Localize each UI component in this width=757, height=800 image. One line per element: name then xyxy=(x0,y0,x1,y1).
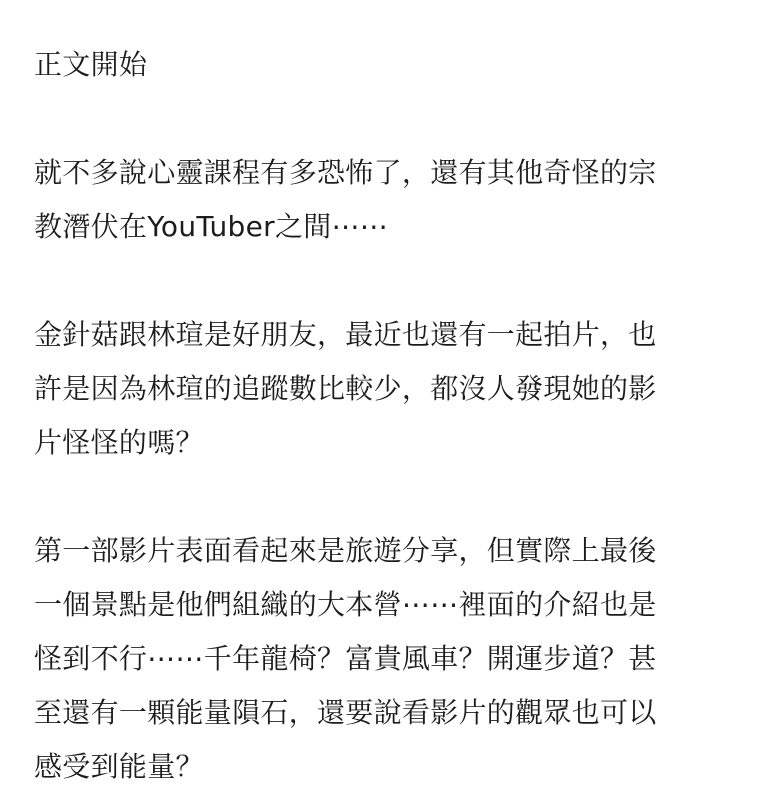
paragraph-line: 第一部影片表面看起來是旅遊分享，但實際上最後 xyxy=(34,534,657,567)
paragraph-line: 片怪怪的嗎？ xyxy=(34,426,204,459)
paragraph-1 xyxy=(34,146,734,254)
paragraph-line: 教潛伏在YouTuber之間⋯⋯ xyxy=(34,210,389,243)
paragraph-line: 怪到不行⋯⋯千年龍椅？富貴風車？開運步道？甚 xyxy=(34,642,657,675)
paragraph-2 xyxy=(34,308,734,470)
paragraph-spacer xyxy=(34,92,734,146)
paragraph-line: 就不多說心靈課程有多恐怖了，還有其他奇怪的宗 xyxy=(34,156,657,189)
paragraph-line: 金針菇跟林瑄是好朋友，最近也還有一起拍片，也 xyxy=(34,318,657,351)
paragraph-line: 感受到能量？ xyxy=(34,750,204,783)
paragraph-spacer xyxy=(34,254,734,308)
paragraph-line: 許是因為林瑄的追蹤數比較少，都沒人發現她的影 xyxy=(34,372,657,405)
paragraph-3 xyxy=(34,524,734,794)
paragraph-line: 至還有一顆能量隕石，還要說看影片的觀眾也可以 xyxy=(34,696,657,729)
paragraph-spacer xyxy=(34,470,734,524)
paragraph-line: 一個景點是他們組織的大本營⋯⋯裡面的介紹也是 xyxy=(34,588,657,621)
article-heading: 正文開始 xyxy=(34,48,148,81)
article-body xyxy=(34,38,734,794)
